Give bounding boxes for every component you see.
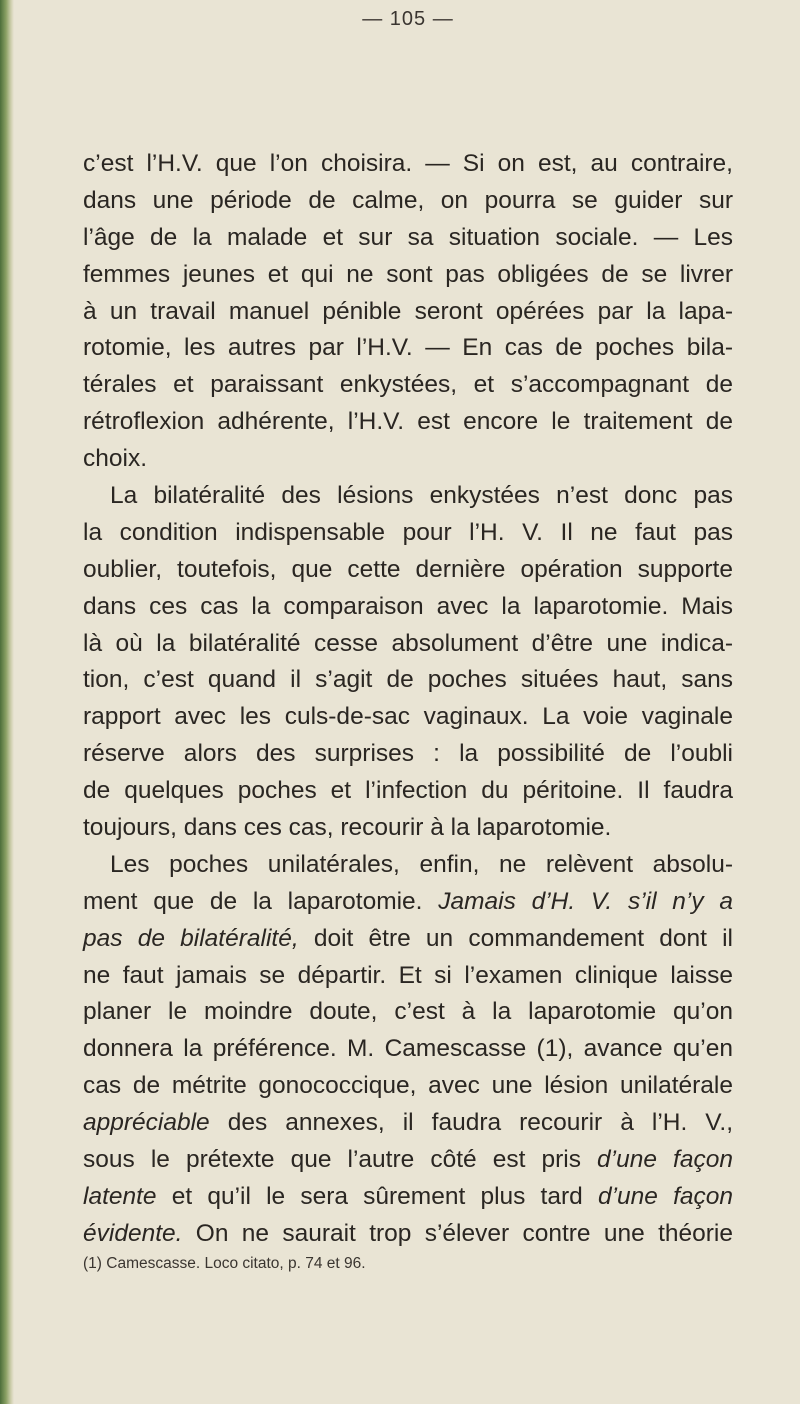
text-line bbox=[83, 736, 733, 773]
text-segment: à un travail manuel pénible seront opérées par la lapa- bbox=[83, 297, 733, 325]
text-line bbox=[83, 994, 733, 1031]
text-segment: choix. bbox=[83, 445, 148, 473]
text-line bbox=[83, 478, 733, 515]
text-segment: c’est l’H.V. que l’on choisira. — Si on est, au contraire, bbox=[83, 150, 733, 177]
italic-segment: latente bbox=[83, 1182, 157, 1210]
text-line bbox=[83, 884, 733, 921]
text-line bbox=[83, 257, 733, 294]
text-line bbox=[83, 921, 733, 958]
text-segment: planer le moindre doute, c’est à la laparotomie qu’on bbox=[83, 998, 733, 1026]
italic-segment: pas de bilatéralité, bbox=[83, 924, 299, 952]
text-line bbox=[83, 441, 733, 478]
book-spine-edge bbox=[0, 0, 14, 1404]
book-page bbox=[83, 0, 733, 1404]
footnote: (1) Camescasse. Loco citato, p. 74 et 96. bbox=[83, 1255, 366, 1272]
text-segment: oublier, toutefois, que cette dernière opération supporte bbox=[83, 555, 733, 583]
text-segment: ne faut jamais se départir. Et si l’examen clinique laisse bbox=[83, 961, 733, 989]
text-segment: et qu’il le sera sûrement plus tard bbox=[156, 1182, 598, 1210]
text-line bbox=[83, 330, 733, 367]
text-segment: dans une période de calme, on pourra se guider sur bbox=[83, 186, 733, 214]
italic-segment: d’une façon bbox=[597, 1146, 733, 1174]
text-segment: l’âge de la malade et sur sa situation sociale. — Les bbox=[83, 223, 733, 251]
text-segment: donnera la préférence. M. Camescasse (1), avance qu’en bbox=[83, 1035, 733, 1063]
text-segment: On ne saurait trop s’élever contre une théorie bbox=[182, 1219, 733, 1247]
text-segment: La bilatéralité des lésions enkystées n’est donc pas bbox=[110, 482, 733, 510]
text-segment: rapport avec les culs-de-sac vaginaux. La voie vaginale bbox=[83, 703, 733, 731]
text-line bbox=[83, 699, 733, 736]
text-line bbox=[83, 552, 733, 589]
text-segment: doit être un commandement dont il bbox=[298, 924, 733, 952]
text-line bbox=[83, 626, 733, 663]
text-line bbox=[83, 367, 733, 404]
text-line bbox=[83, 810, 733, 847]
text-line bbox=[83, 847, 733, 884]
text-line bbox=[83, 1031, 733, 1068]
text-segment: la condition indispensable pour l’H. V. Il ne faut pas bbox=[83, 518, 733, 546]
text-line bbox=[83, 1105, 733, 1142]
page-number: — 105 — bbox=[362, 8, 454, 30]
body-text bbox=[83, 146, 733, 1253]
text-line bbox=[83, 1216, 733, 1253]
text-line bbox=[83, 294, 733, 331]
italic-segment: évidente. bbox=[83, 1219, 183, 1247]
text-line bbox=[83, 1142, 733, 1179]
text-segment: rotomie, les autres par l’H.V. — En cas de poches bila- bbox=[83, 334, 733, 362]
text-segment: de quelques poches et l’infection du péritoine. Il faudra bbox=[83, 777, 733, 805]
text-segment: térales et paraissant enkystées, et s’accompagnant de bbox=[83, 371, 733, 399]
text-line bbox=[83, 1068, 733, 1105]
text-segment: Les poches unilatérales, enfin, ne relèvent absolu- bbox=[110, 850, 733, 878]
italic-segment: d’une façon bbox=[597, 1182, 734, 1210]
text-line bbox=[83, 1179, 733, 1216]
text-line bbox=[83, 589, 733, 626]
text-line bbox=[83, 662, 733, 699]
text-segment: cas de métrite gonococcique, avec une lésion unilatérale bbox=[83, 1072, 733, 1100]
text-line bbox=[83, 958, 733, 995]
text-segment: femmes jeunes et qui ne sont pas obligées de se livrer bbox=[83, 260, 733, 288]
text-segment: là où la bilatéralité cesse absolument d’être une indica- bbox=[83, 629, 733, 657]
text-line bbox=[83, 220, 733, 257]
text-line bbox=[83, 404, 733, 441]
text-line bbox=[83, 515, 733, 552]
text-segment: rétroflexion adhérente, l’H.V. est encore le traitement de bbox=[83, 408, 733, 436]
text-segment: réserve alors des surprises : la possibilité de l’oubli bbox=[83, 740, 733, 768]
text-line bbox=[83, 183, 733, 220]
text-segment: sous le prétexte que l’autre côté est pris bbox=[83, 1146, 598, 1174]
text-segment: tion, c’est quand il s’agit de poches situées haut, sans bbox=[83, 666, 733, 694]
text-segment: toujours, dans ces cas, recourir à la laparotomie. bbox=[83, 814, 612, 842]
text-segment: ment que de la laparotomie. bbox=[83, 887, 439, 915]
text-segment: dans ces cas la comparaison avec la laparotomie. Mais bbox=[83, 592, 733, 620]
text-line bbox=[83, 773, 733, 810]
text-line bbox=[83, 146, 733, 183]
italic-segment: appréciable bbox=[83, 1109, 210, 1137]
italic-segment: Jamais d’H. V. s’il n’y a bbox=[438, 887, 733, 915]
text-segment: des annexes, il faudra recourir à l’H. V., bbox=[209, 1109, 733, 1137]
